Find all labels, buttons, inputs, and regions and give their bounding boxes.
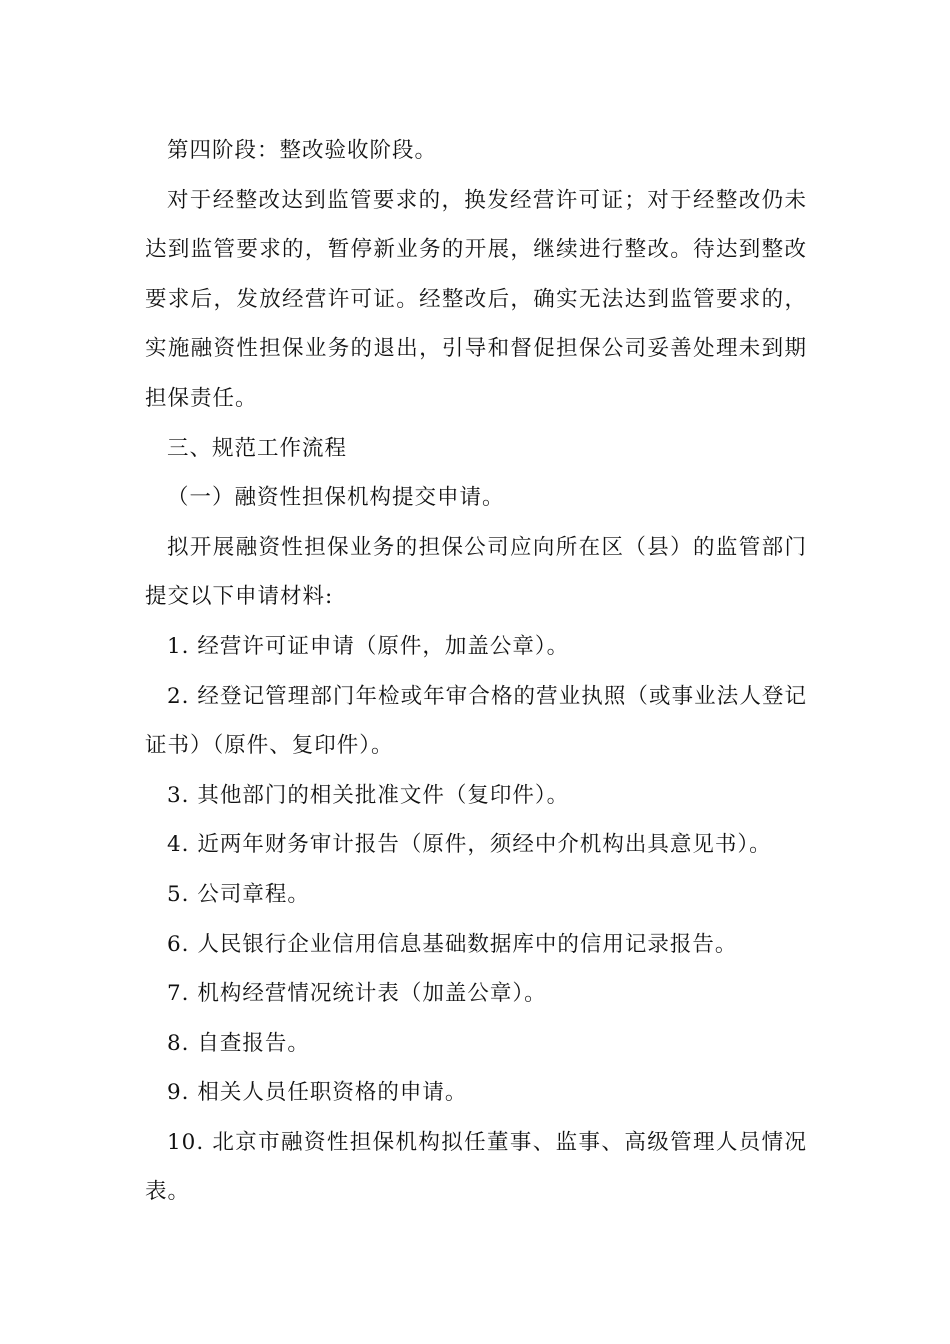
paragraph-application-intro: 拟开展融资性担保业务的担保公司应向所在区（县）的监管部门提交以下申请材料: [145, 534, 807, 610]
paragraph-stage-four-heading: 第四阶段：整改验收阶段。 [167, 138, 438, 163]
subsection-heading-application: （一）融资性担保机构提交申请。 [167, 485, 505, 511]
paragraph-rectification-acceptance: 对于经整改达到监管要求的，换发经营许可证；对于经整改仍未达到监管要求的，暂停新业务的开展，继续进行整改。待达到整改要求后，发放经营许可证。经整改后，确实无法达到监管要求的，实施融资性担保业务的退出，引导和督促担保公司妥善处理未到期担保责任。 [145, 187, 807, 411]
list-item-4: 4. 近两年财务审计报告（原件，须经中介机构出具意见书）。 [167, 832, 772, 858]
list-item-3: 3. 其他部门的相关批准文件（复印件）。 [167, 782, 570, 808]
list-item-10: 10. 北京市融资性担保机构拟任董事、监事、高级管理人员情况表。 [145, 1129, 807, 1205]
list-item-9: 9. 相关人员任职资格的申请。 [167, 1080, 468, 1106]
list-item-5: 5. 公司章程。 [167, 881, 310, 907]
list-item-1: 1. 经营许可证申请（原件，加盖公章）。 [167, 633, 570, 659]
section-heading-workflow: 三、规范工作流程 [167, 435, 348, 461]
list-item-2: 2. 经登记管理部门年检或年审合格的营业执照（或事业法人登记证书）（原件、复印件）。 [145, 683, 807, 759]
document-body [145, 126, 807, 1217]
list-item-8: 8. 自查报告。 [167, 1030, 310, 1056]
list-item-7: 7. 机构经营情况统计表（加盖公章）。 [167, 981, 547, 1007]
list-item-6: 6. 人民银行企业信用信息基础数据库中的信用记录报告。 [167, 931, 738, 957]
